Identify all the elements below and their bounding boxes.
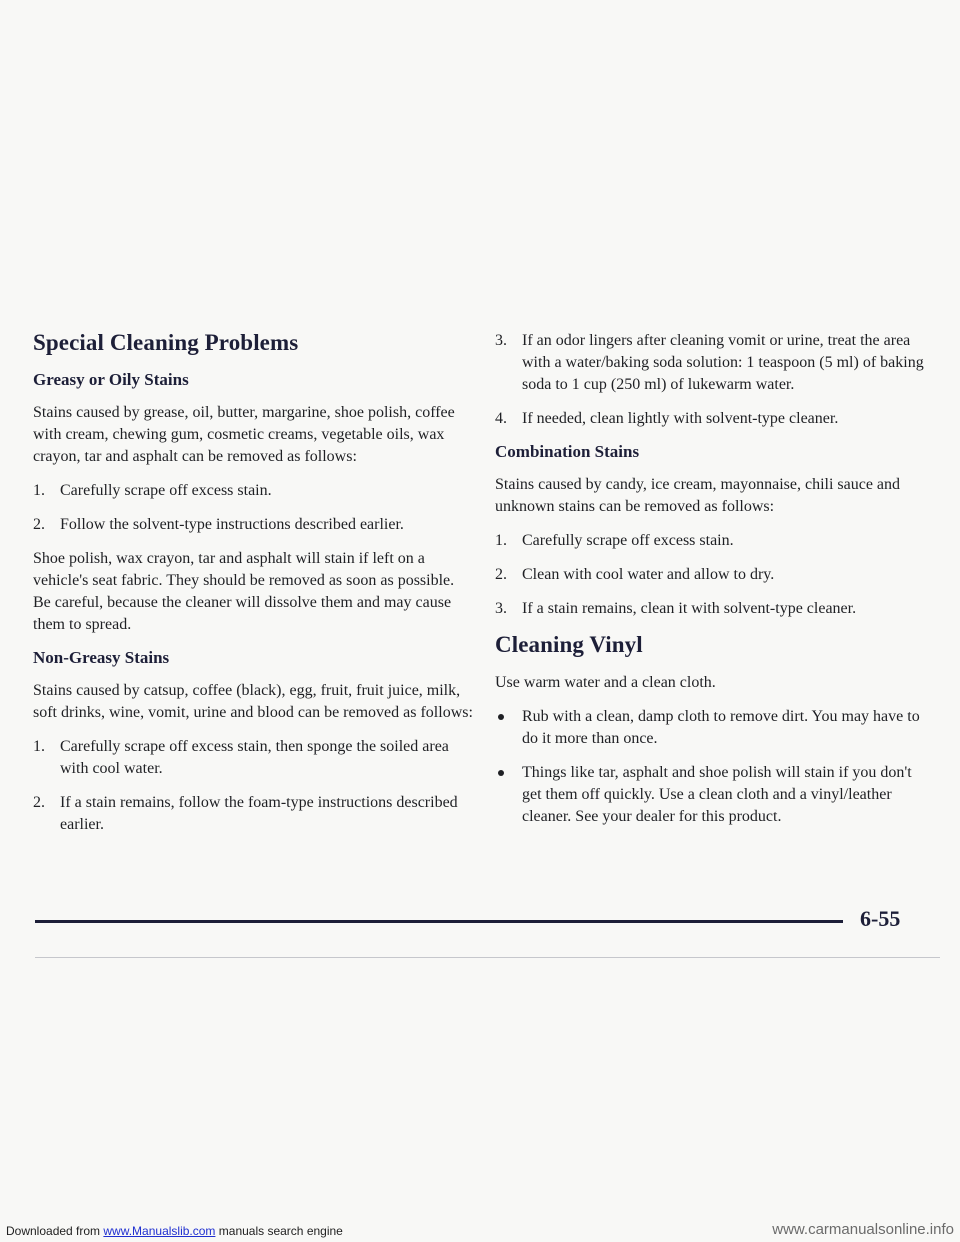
combination-intro: Stains caused by candy, ice cream, mayonnaise, chili sauce and unknown stains can be removed as follows: [495, 476, 901, 515]
list-item [33, 480, 473, 502]
list-item [495, 762, 927, 828]
list-item [495, 598, 927, 620]
download-footer [6, 1224, 343, 1238]
nongreasy-intro: Stains caused by catsup, coffee (black), egg, fruit, fruit juice, milk, soft drinks, wine, vomit, urine and blood can be removed as follows: [33, 682, 473, 721]
greasy-note: Shoe polish, wax crayon, tar and asphalt will stain if left on a vehicle's seat fabric. They should be removed as soon as possible. Be careful, because the cleaner will dissolve them and may cause them to spread. [33, 550, 455, 633]
step-text: Follow the solvent-type instructions described earlier. [60, 516, 404, 533]
list-item [33, 792, 473, 836]
step-text: If a stain remains, clean it with solvent-type cleaner. [522, 600, 857, 617]
footer-suffix: manuals search engine [215, 1224, 343, 1238]
step-text: Clean with cool water and allow to dry. [522, 566, 775, 583]
subheading-combination-stains: Combination Stains [495, 442, 640, 461]
list-item [33, 514, 473, 536]
list-item [495, 408, 927, 430]
step-text: If a stain remains, follow the foam-type instructions described earlier. [60, 794, 458, 833]
subheading-non-greasy-stains: Non-Greasy Stains [33, 648, 170, 667]
vinyl-bullets [495, 706, 927, 828]
greasy-steps [33, 480, 473, 536]
nongreasy-steps-continued [495, 330, 927, 430]
step-text: Carefully scrape off excess stain, then sponge the soiled area with cool water. [60, 738, 449, 777]
section-heading-special-cleaning: Special Cleaning Problems [33, 330, 299, 355]
step-number: 2. [33, 516, 45, 533]
step-text: If needed, clean lightly with solvent-type cleaner. [522, 410, 839, 427]
bullet-icon [498, 714, 504, 720]
bullet-text: Rub with a clean, damp cloth to remove dirt. You may have to do it more than once. [522, 708, 920, 747]
footer-prefix: Downloaded from [6, 1224, 104, 1238]
watermark-text: www.carmanualsonline.info [772, 1221, 954, 1238]
list-item [33, 736, 473, 780]
list-item [495, 530, 927, 552]
page-number: 6-55 [860, 906, 901, 931]
right-column [495, 330, 927, 840]
subheading-greasy-stains: Greasy or Oily Stains [33, 370, 189, 389]
step-text: Carefully scrape off excess stain. [522, 532, 734, 549]
step-text: Carefully scrape off excess stain. [60, 482, 272, 499]
manualslib-link[interactable]: www.Manualslib.com [103, 1224, 216, 1238]
list-item [495, 706, 927, 750]
step-number: 3. [495, 600, 507, 617]
bullet-icon [498, 770, 504, 776]
step-number: 1. [495, 532, 507, 549]
bullet-text: Things like tar, asphalt and shoe polish will stain if you don't get them off quickly. Use a clean cloth and a vinyl/leather cleaner. See your dealer for this product. [522, 764, 912, 825]
footer-thin-rule [35, 957, 940, 958]
step-number: 2. [495, 566, 507, 583]
step-number: 3. [495, 332, 507, 349]
vinyl-intro: Use warm water and a clean cloth. [495, 674, 716, 691]
section-heading-cleaning-vinyl: Cleaning Vinyl [495, 632, 643, 657]
step-number: 1. [33, 482, 45, 499]
greasy-intro: Stains caused by grease, oil, butter, margarine, shoe polish, coffee with cream, chewing gum, cosmetic creams, vegetable oils, wax crayon, tar and asphalt can be removed as follows: [33, 404, 455, 465]
nongreasy-steps [33, 736, 473, 836]
list-item [495, 330, 927, 396]
left-column [33, 330, 473, 848]
list-item [495, 564, 927, 586]
combination-steps [495, 530, 927, 620]
step-number: 4. [495, 410, 507, 427]
footer-rule [35, 920, 843, 923]
step-text: If an odor lingers after cleaning vomit or urine, treat the area with a water/baking soda solution: 1 teaspoon (5 ml) of baking soda to 1 cup (250 ml) of lukewarm water. [522, 332, 924, 393]
step-number: 2. [33, 794, 45, 811]
step-number: 1. [33, 738, 45, 755]
